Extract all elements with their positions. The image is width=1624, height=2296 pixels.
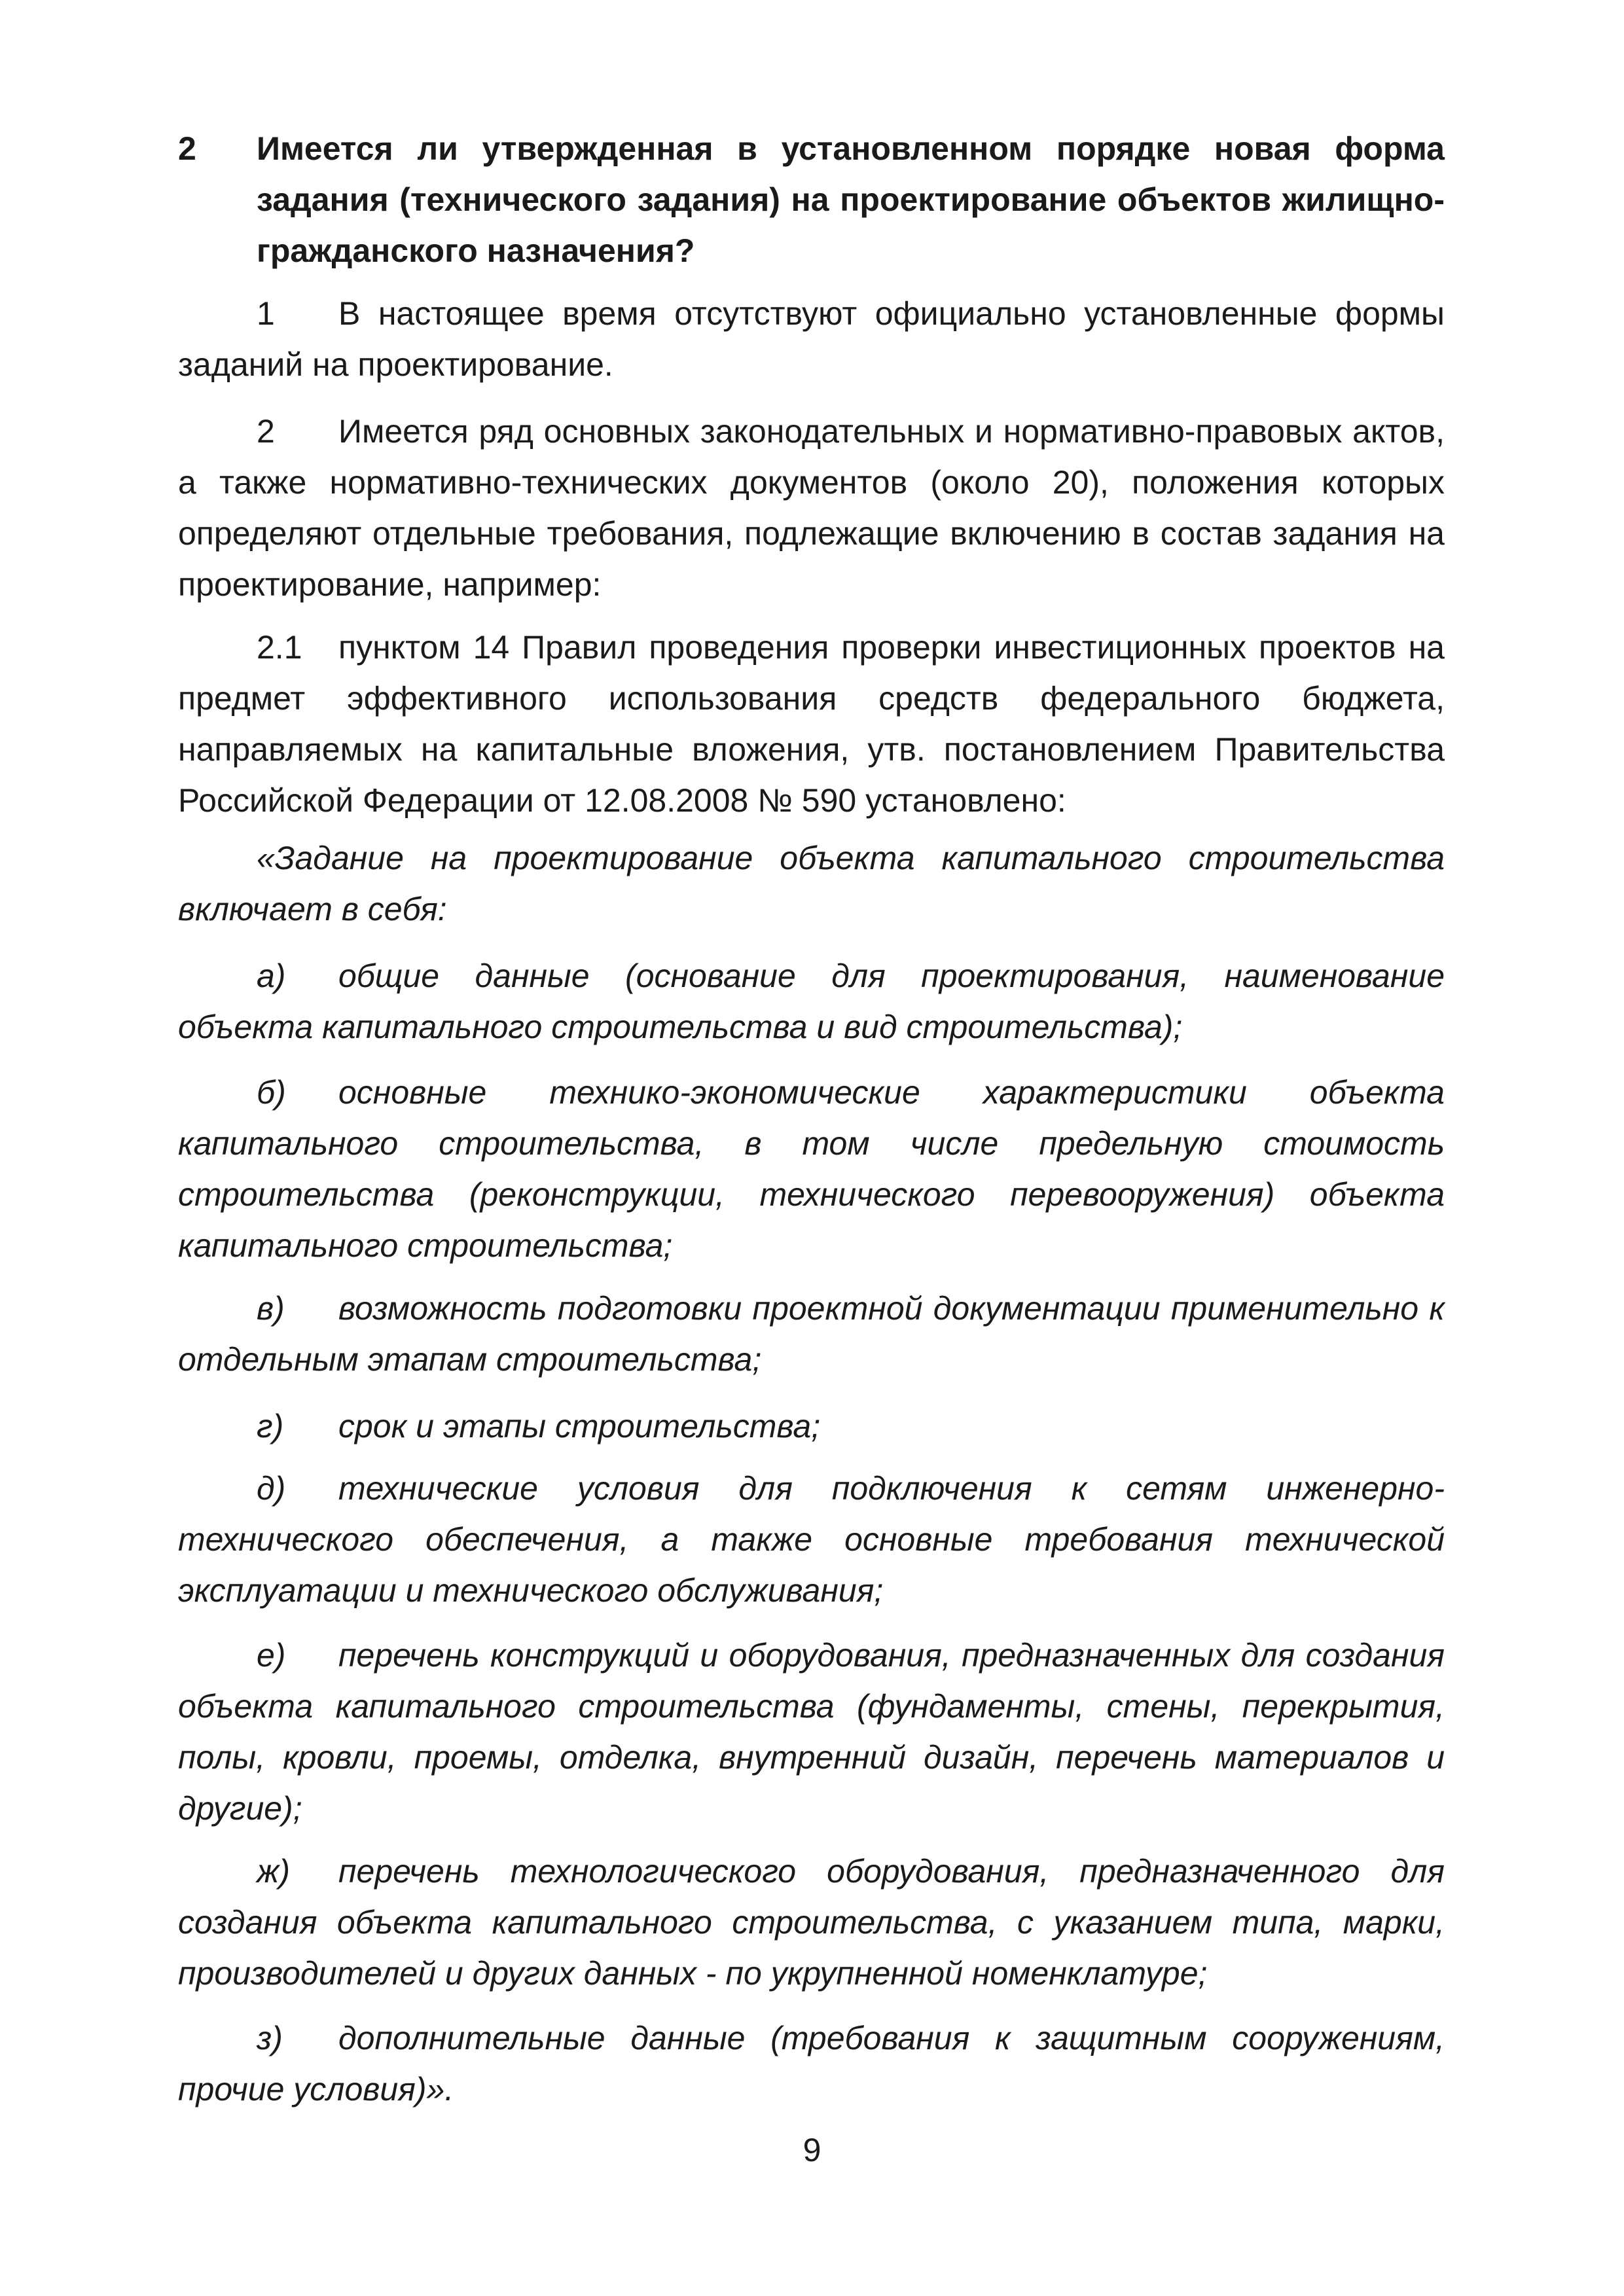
answer-text: Имеется ряд основных законодательных и нормативно-правовых актов, а также нормативно-технических документов (около 20), положения которых определяют отдельные требования, подлежащие включению в состав задания на проектирование, например: <box>178 413 1445 603</box>
question-heading <box>178 123 1445 276</box>
answer-number: 2 <box>257 413 275 450</box>
answer-paragraph-2 <box>178 406 1445 610</box>
quote-item-b <box>178 1067 1445 1271</box>
quote-item-z <box>178 2013 1445 2115</box>
item-text: общие данные (основание для проектирования, наименование объекта капитального строительства и вид строительства); <box>178 958 1445 1045</box>
quote-item-d <box>178 1463 1445 1616</box>
item-text: перечень конструкций и оборудования, предназначенных для создания объекта капитального строительства (фундаменты, стены, перекрытия, полы, кровли, проемы, отделка, внутренний дизайн, перечень материалов и другие); <box>178 1637 1445 1827</box>
item-text: основные технико-экономические характеристики объекта капитального строительства, в том числе предельную стоимость строительства (реконструкции, технического перевооружения) объекта капитального строительства; <box>178 1074 1445 1264</box>
quote-item-v <box>178 1283 1445 1385</box>
quote-item-g <box>178 1401 1445 1452</box>
item-letter: ж) <box>257 1853 291 1890</box>
item-letter: б) <box>257 1074 286 1111</box>
quote-item-e <box>178 1630 1445 1834</box>
answer-number: 1 <box>257 295 275 332</box>
item-text: технические условия для подключения к сетям инженерно-технического обеспечения, а также основные требования технической эксплуатации и технического обслуживания; <box>178 1470 1445 1609</box>
item-text: перечень технологического оборудования, предназначенного для создания объекта капитального строительства, с указанием типа, марки, производителей и других данных - по укрупненной номенклатуре; <box>178 1853 1445 1992</box>
item-text: дополнительные данные (требования к защитным сооружениям, прочие условия)». <box>178 2020 1445 2108</box>
answer-text: пунктом 14 Правил проведения проверки инвестиционных проектов на предмет эффективного использования средств федерального бюджета, направляемых на капитальные вложения, утв. постановлением Правительства Российской Федерации от 12.08.2008 № 590 установлено: <box>178 629 1445 819</box>
item-letter: д) <box>257 1470 286 1507</box>
answer-paragraph-2-1 <box>178 622 1445 826</box>
quote-item-a <box>178 950 1445 1052</box>
page-number: 9 <box>803 2132 821 2168</box>
item-letter: в) <box>257 1290 285 1327</box>
item-letter: з) <box>257 2020 283 2056</box>
item-letter: а) <box>257 958 286 994</box>
item-letter: е) <box>257 1637 286 1674</box>
answer-number: 2.1 <box>257 629 302 666</box>
answer-text: В настоящее время отсутствуют официально установленные формы заданий на проектирование. <box>178 295 1445 383</box>
quote-item-zh <box>178 1846 1445 1999</box>
item-letter: г) <box>257 1408 284 1444</box>
question-text: Имеется ли утвержденная в установленном порядке новая форма задания (технического задания) на проектирование объектов жилищно-гражданского назначения? <box>257 130 1445 269</box>
item-text: срок и этапы строительства; <box>338 1408 821 1444</box>
item-text: возможность подготовки проектной документации применительно к отдельным этапам строительства; <box>178 1290 1445 1378</box>
quote-intro: «Задание на проектирование объекта капитального строительства включает в себя: <box>178 840 1445 927</box>
answer-paragraph-1 <box>178 288 1445 390</box>
question-number: 2 <box>178 130 196 167</box>
